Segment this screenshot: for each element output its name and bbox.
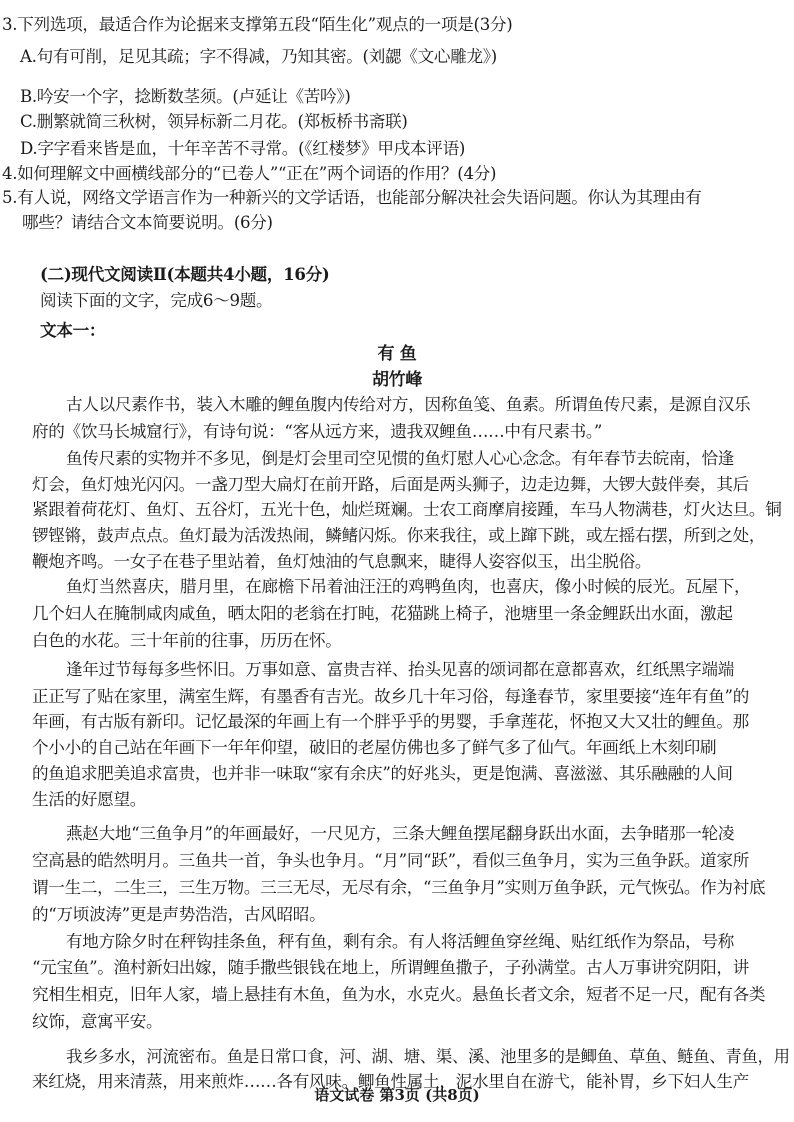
question-3-option-c: C.删繁就简三秋树，领异标新二月花。(郑板桥书斋联) <box>20 112 408 131</box>
article-line: 来红烧，用来清蒸，用来煎炸……各有风味。鲫鱼性属土，泥水里自在游弋，能补胃，乡下妇人生产 <box>32 1072 749 1091</box>
section-instruction: 阅读下面的文字，完成6～9题。 <box>40 291 273 310</box>
article-line: 究相生相克，旧年人家，墙上悬挂有木鱼，鱼为水，水克火。悬鱼长者文余，短者不足一尺，配有各类 <box>32 985 766 1004</box>
article-line: 鱼灯当然喜庆，腊月里，在廊檐下吊着油汪汪的鸡鸭鱼肉，也喜庆，像小时候的辰光。瓦屋下， <box>66 577 751 596</box>
article-line: 燕赵大地“三鱼争月”的年画最好，一尺见方，三条大鲤鱼摆尾翻身跃出水面，去争睹那一轮凌 <box>66 824 735 843</box>
article-line: 几个妇人在腌制咸肉咸鱼，晒太阳的老翁在打盹，花猫跳上椅子，池塘里一条金鲤跃出水面，激起 <box>32 604 733 623</box>
article-line: 谓一生二，二生三，三生万物。三三无尽，无尽有余，“三鱼争月”实则万鱼争跃，元气恢弘。作为衬底 <box>32 878 766 897</box>
article-line: 鱼传尺素的实物并不多见，倒是灯会里司空见惯的鱼灯慰人心心念念。有年春节去皖南，恰逢 <box>66 449 735 468</box>
question-3: 3.下列选项，最适合作为论据来支撑第五段“陌生化”观点的一项是(3分) <box>2 15 513 34</box>
article-line: “元宝鱼”。渔村新妇出嫁，随手撒些银钱在地上，所谓鲤鱼撒子，子孙满堂。古人万事讲究阴阳，讲 <box>32 958 749 977</box>
article-line: 有地方除夕时在秤钩挂条鱼，秤有鱼，剩有余。有人将活鲤鱼穿丝绳、贴红纸作为祭品，号称 <box>66 932 735 951</box>
article-line: 鞭炮齐鸣。一女子在巷子里站着，鱼灯烛油的气息飘来，睫得人姿容似玉，出尘脱俗。 <box>32 552 652 571</box>
article-line: 锣铿锵，鼓声点点。鱼灯最为活泼热闹，鳞鳍闪烁。你来我往，或上蹿下跳，或左摇右摆，所到之处， <box>32 526 766 545</box>
article-line: 灯会，鱼灯烛光闪闪。一盏刀型大扁灯在前开路，后面是两头狮子，边走边舞，大锣大鼓伴奏，其后 <box>32 475 749 494</box>
article-line: 逢年过节每每多些怀旧。万事如意、富贵吉祥、抬头见喜的颂词都在意都喜欢，红纸黑字端端 <box>66 660 735 679</box>
question-3-option-b: B.吟安一个字，捻断数茎须。(卢延让《苦吟》) <box>20 87 351 106</box>
question-3-option-a: A.句有可削，足见其疏；字不得减，乃知其密。(刘勰《文心雕龙》) <box>20 47 497 66</box>
article-author: 胡竹峰 <box>371 370 423 390</box>
article-line: 纹饰，意寓平安。 <box>32 1012 163 1031</box>
question-4: 4.如何理解文中画横线部分的“已卷人”“正在”两个词语的作用？(4分) <box>2 164 497 183</box>
question-5-line-2: 哪些？请结合文本简要说明。(6分) <box>22 213 273 232</box>
article-line: 紧跟着荷花灯、鱼灯、五谷灯，五光十色，灿烂斑斓。士农工商摩肩接踵，车马人物满巷，灯火达旦。铜 <box>32 500 782 519</box>
article-line: 正正写了贴在家里，满室生辉，有墨香有吉光。故乡几十年习俗，每逢春节，家里要接“连年有鱼”的 <box>32 687 749 706</box>
article-line: 古人以尺素作书，装入木雕的鲤鱼腹内传给对方，因称鱼笺、鱼素。所谓鱼传尺素，是源自汉乐 <box>66 395 751 414</box>
article-line: 府的《饮马长城窟行》，有诗句说：“客从远方来，遗我双鲤鱼……中有尺素书。” <box>32 422 603 441</box>
article-line: 白色的水花。三十年前的往事，历历在怀。 <box>32 631 342 650</box>
article-title: 有 鱼 <box>377 344 417 364</box>
article-line: 我乡多水，河流密布。鱼是日常口食，河、湖、塘、渠、溪、池里多的是鲫鱼、草鱼、鲢鱼、青鱼，用 <box>66 1047 790 1066</box>
article-line: 个小小的自己站在年画下一年年仰望，破旧的老屋仿佛也多了鲜气多了仙气。年画纸上木刻印刷 <box>32 738 717 757</box>
article-line: 生活的好愿望。 <box>32 790 147 809</box>
article-line: 空高悬的皓然明月。三鱼共一首，争头也争月。“月”同“跃”，看似三鱼争月，实为三鱼争跃。道家所 <box>32 851 750 870</box>
article-line: 年画，有古版有新印。记忆最深的年画上有一个胖乎乎的男婴，手拿莲花，怀抱又大又壮的鲤鱼。那 <box>32 712 749 731</box>
question-5-line-1: 5.有人说，网络文学语言作为一种新兴的文学话语，也能部分解决社会失语问题。你认为其理由有 <box>2 188 702 207</box>
article-line: 的“万顷波涛”更是声势浩浩，古风昭昭。 <box>32 905 326 924</box>
article-line: 的鱼追求肥美追求富贵，也并非一味取“家有余庆”的好兆头，更是饱满、喜滋滋、其乐融融的人间 <box>32 764 733 783</box>
text-label: 文本一： <box>40 320 106 340</box>
section-heading: (二)现代文阅读Ⅱ(本题共4小题，16分) <box>40 264 330 284</box>
page-footer: 语文试卷 第3页 (共8页) <box>314 1086 480 1104</box>
question-3-option-d: D.字字看来皆是血，十年辛苦不寻常。(《红楼梦》甲戌本评语) <box>20 139 466 158</box>
